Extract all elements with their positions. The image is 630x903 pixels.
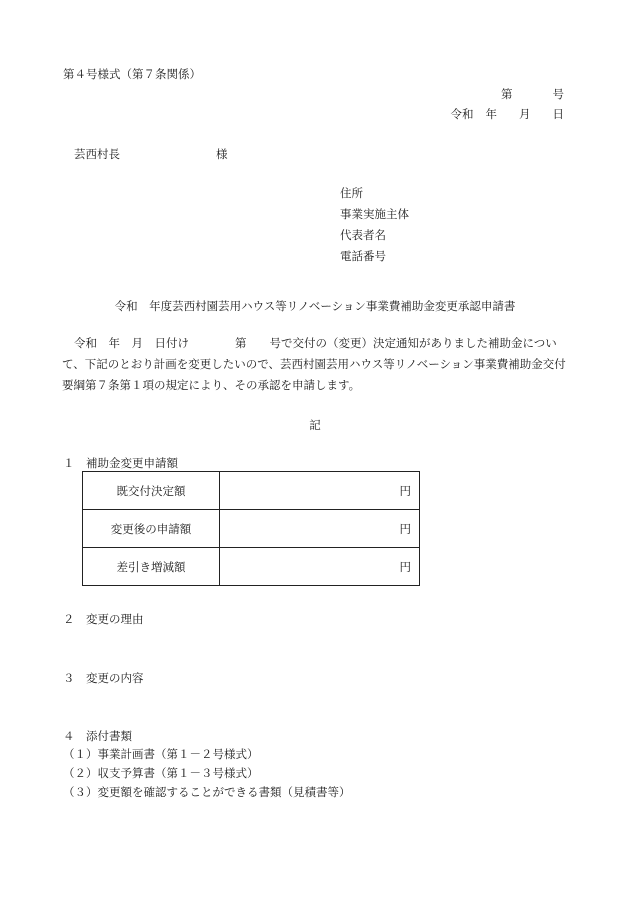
row-label: 既交付決定額	[83, 472, 220, 510]
applicant-phone-label: 電話番号	[340, 249, 386, 263]
number-dai: 第	[501, 87, 513, 101]
number-go: 号	[552, 87, 564, 101]
date-year: 年	[485, 107, 497, 121]
section-4-heading: ４ 添付書類	[63, 729, 132, 743]
document-title: 令和 年度芸西村園芸用ハウス等リノベーション事業費補助金変更承認申請書	[114, 299, 516, 313]
section-3-heading: ３ 変更の内容	[63, 671, 144, 685]
table-row	[83, 472, 420, 510]
date-line	[451, 106, 565, 122]
body-paragraph	[62, 333, 572, 396]
applicant-block	[340, 183, 409, 267]
date-day: 日	[552, 107, 564, 121]
section-2-heading: ２ 変更の理由	[63, 612, 144, 626]
ki-heading: 記	[309, 418, 321, 432]
applicant-representative-label: 代表者名	[340, 228, 386, 242]
applicant-entity-label: 事業実施主体	[340, 207, 409, 221]
applicant-address-label: 住所	[340, 186, 363, 200]
section-1-heading: １ 補助金変更申請額	[63, 456, 178, 470]
addressee	[74, 146, 228, 162]
amount-table	[82, 471, 420, 586]
addressee-name: 芸西村長	[74, 147, 120, 161]
date-era: 令和	[450, 107, 474, 121]
table-row	[83, 510, 420, 548]
attachment-list	[63, 745, 351, 802]
list-item: （３）変更額を確認することができる書類（見積書等）	[63, 785, 351, 799]
row-label: 変更後の申請額	[83, 510, 220, 548]
date-month: 月	[519, 107, 531, 121]
list-item: （１）事業計画書（第１－２号様式）	[63, 747, 259, 761]
list-item: （２）収支予算書（第１－３号様式）	[63, 766, 259, 780]
row-unit: 円	[220, 510, 420, 548]
body-text: 令和 年 月 日付け 第 号で交付の（変更）決定通知がありました補助金について、下記のとおり計画を変更したいので、芸西村園芸用ハウス等リノベーション事業費補助金交付要綱第７条第１項の規定により、その承認を申請します。	[62, 336, 566, 392]
row-unit: 円	[220, 472, 420, 510]
row-unit: 円	[220, 548, 420, 586]
table-row	[83, 548, 420, 586]
addressee-honorific: 様	[216, 147, 228, 161]
form-number: 第４号様式（第７条関係）	[63, 67, 201, 81]
row-label: 差引き増減額	[83, 548, 220, 586]
document-number-line	[501, 86, 564, 102]
